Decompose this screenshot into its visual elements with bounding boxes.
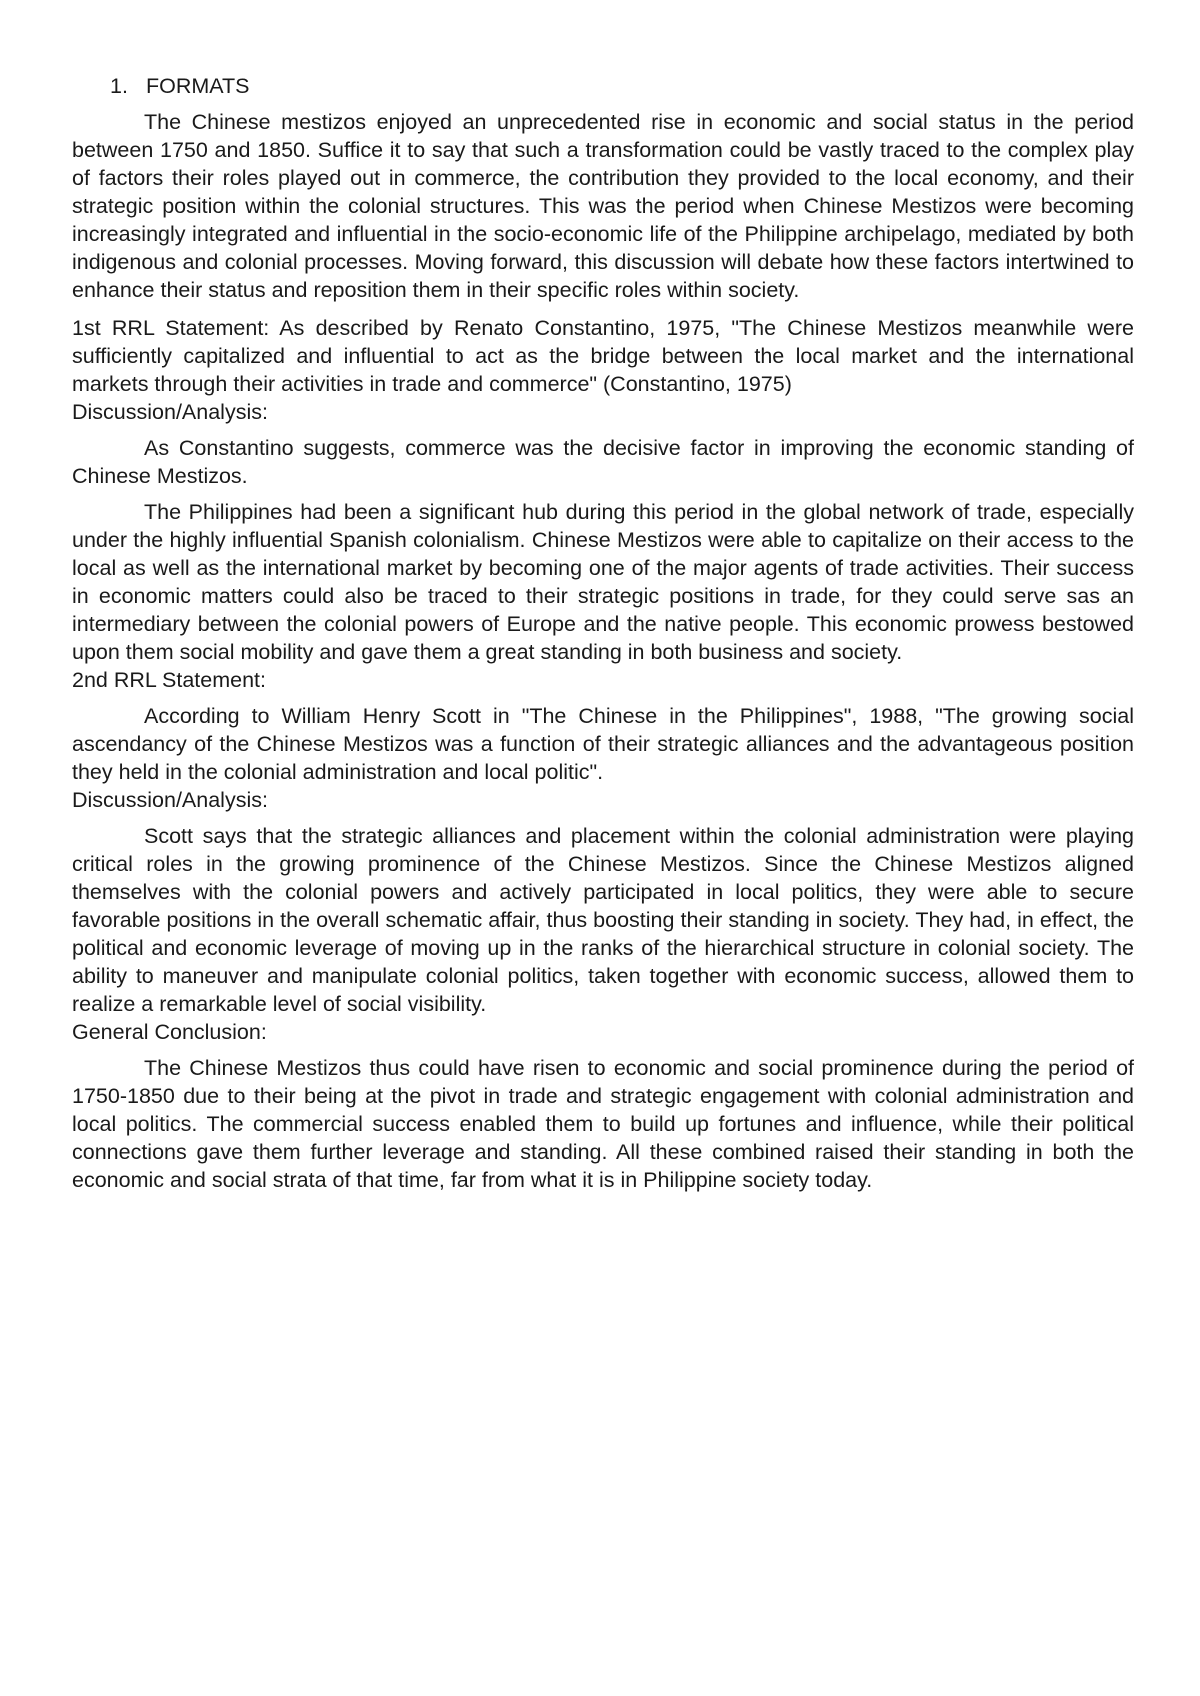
intro-paragraph: The Chinese mestizos enjoyed an unprecedented rise in economic and social status in the period between 1750 and 1850. Suffice it to say that such a transformation could be vastly traced to the complex play of factors their roles played out in commerce, the contribution they provided to the local economy, and their strategic position within the colonial structures. This was the period when Chinese Mestizos were becoming increasingly integrated and influential in the socio-economic life of the Philippine archipelago, mediated by both indigenous and colonial processes. Moving forward, this discussion will debate how these factors intertwined to enhance their status and reposition them in their specific roles within society. — [72, 110, 1134, 302]
section-heading — [72, 72, 1134, 100]
section-number: 1. — [110, 74, 128, 98]
rrl2-statement: According to William Henry Scott in "The Chinese in the Philippines", 1988, "The growing social ascendancy of the Chinese Mestizos was a function of their strategic alliances and the advantageous position they held in the colonial administration and local politic". — [72, 704, 1134, 784]
analysis1-label: Discussion/Analysis: — [72, 400, 268, 424]
section-title: FORMATS — [146, 74, 250, 98]
analysis1-paragraph-1: As Constantino suggests, commerce was the decisive factor in improving the economic standing of Chinese Mestizos. — [72, 436, 1134, 488]
rrl1-statement: 1st RRL Statement: As described by Renato Constantino, 1975, "The Chinese Mestizos meanwhile were sufficiently capitalized and influential to act as the bridge between the local market and the international markets through their activities in trade and commerce" (Constantino, 1975) — [72, 316, 1134, 396]
conclusion-label: General Conclusion: — [72, 1020, 267, 1044]
analysis2-paragraph: Scott says that the strategic alliances and placement within the colonial administration were playing critical roles in the growing prominence of the Chinese Mestizos. Since the Chinese Mestizos aligned themselves with the colonial powers and actively participated in local politics, they were able to secure favorable positions in the overall schematic affair, thus boosting their standing in society. They had, in effect, the political and economic leverage of moving up in the ranks of the hierarchical structure in colonial society. The ability to maneuver and manipulate colonial politics, taken together with economic success, allowed them to realize a remarkable level of social visibility. — [72, 824, 1134, 1016]
analysis2-label: Discussion/Analysis: — [72, 788, 268, 812]
conclusion-paragraph: The Chinese Mestizos thus could have risen to economic and social prominence during the period of 1750-1850 due to their being at the pivot in trade and strategic engagement with colonial administration and local politics. The commercial success enabled them to build up fortunes and influence, while their political connections gave them further leverage and standing. All these combined raised their standing in both the economic and social strata of that time, far from what it is in Philippine society today. — [72, 1056, 1134, 1192]
analysis1-paragraph-2: The Philippines had been a significant hub during this period in the global network of trade, especially under the highly influential Spanish colonialism. Chinese Mestizos were able to capitalize on their access to the local as well as the international market by becoming one of the major agents of trade activities. Their success in economic matters could also be traced to their strategic positions in trade, for they could serve sas an intermediary between the colonial powers of Europe and the native people. This economic prowess bestowed upon them social mobility and gave them a great standing in both business and society. — [72, 500, 1134, 664]
rrl2-label: 2nd RRL Statement: — [72, 668, 267, 692]
document-page — [72, 72, 1134, 1194]
